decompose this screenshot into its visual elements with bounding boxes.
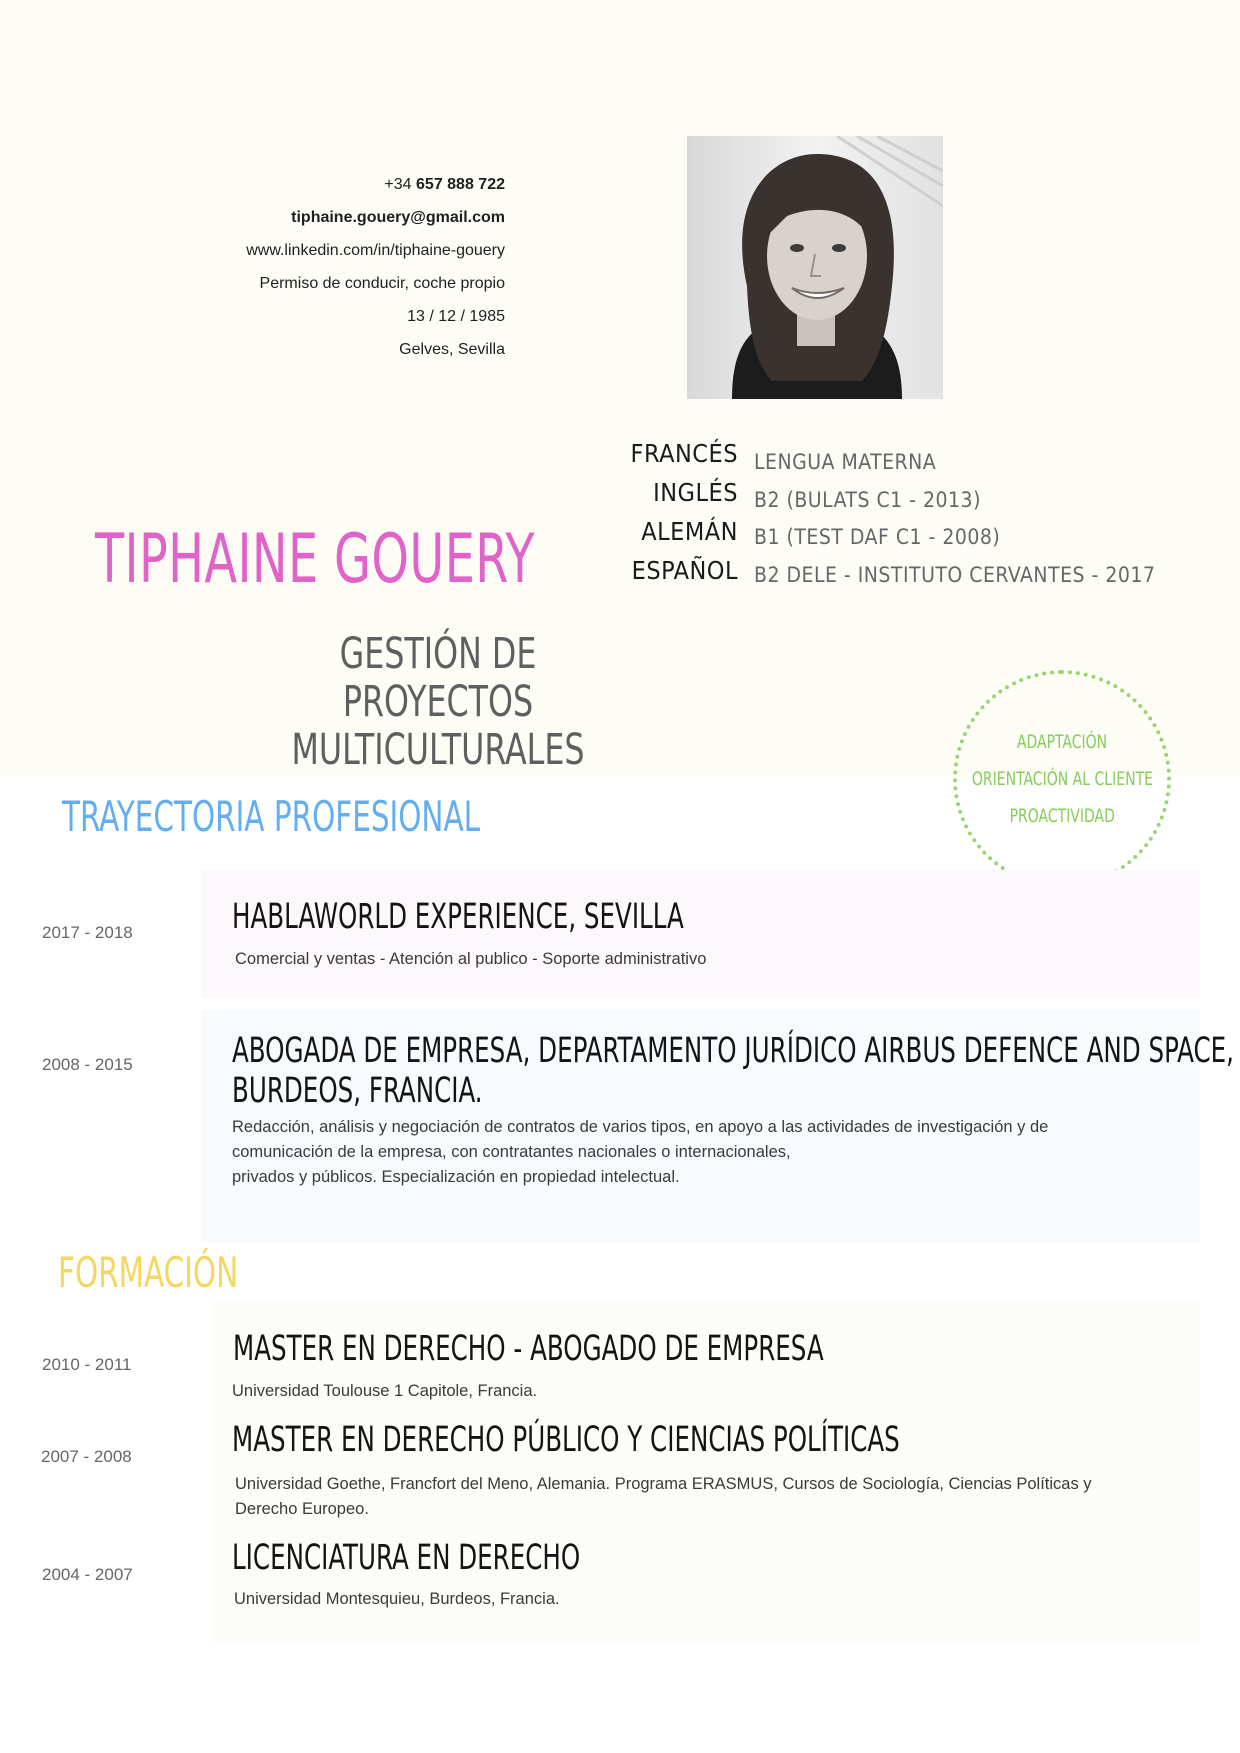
candidate-name: TIPHAINE GOUERY (95, 520, 535, 599)
experience-description: Comercial y ventas - Atención al publico - Soporte administrativo (235, 950, 707, 968)
language-level: LENGUA MATERNA (754, 450, 937, 474)
education-title: LICENCIATURA EN DERECHO (232, 1538, 581, 1578)
language-levels (754, 444, 1174, 594)
subtitle-line: GESTIÓN DE PROYECTOS (339, 629, 537, 727)
phone (120, 168, 505, 201)
language-level: B2 DELE - INSTITUTO CERVANTES - 2017 (754, 562, 1156, 587)
description-line: Universidad Goethe, Francfort del Meno, Alemania. Programa ERASMUS, Cursos de Sociología, Ciencias Políticas y (235, 1475, 1092, 1493)
experience-title: BURDEOS, FRANCIA. (232, 1071, 483, 1111)
language-name: FRANCÉS (630, 439, 738, 468)
experience-title: ABOGADA DE EMPRESA, DEPARTAMENTO JURÍDICO AIRBUS DEFENCE AND SPACE, (232, 1031, 1234, 1071)
education-dates: 2007 - 2008 (41, 1447, 132, 1466)
phone-number: 657 888 722 (416, 176, 505, 193)
description-line: Derecho Europeo. (235, 1500, 369, 1518)
education-title: MASTER EN DERECHO - ABOGADO DE EMPRESA (233, 1329, 824, 1369)
experience-dates: 2017 - 2018 (42, 923, 133, 942)
language-name: INGLÉS (653, 478, 738, 507)
birthdate: 13 / 12 / 1985 (407, 308, 505, 325)
skill-item: ADAPTACIÓN (1016, 730, 1108, 753)
skill-item: PROACTIVIDAD (1009, 804, 1115, 827)
skill-item: ORIENTACIÓN AL CLIENTE (971, 767, 1153, 790)
contact-info (120, 168, 505, 366)
header-background (0, 0, 1240, 775)
subtitle-line: MULTICULTURALES (291, 725, 585, 775)
driving-licence: Permiso de conducir, coche propio (259, 275, 505, 292)
experience-heading: TRAYECTORIA PROFESIONAL (62, 792, 481, 841)
language-name: ESPAÑOL (631, 556, 738, 585)
description-line: Redacción, análisis y negociación de contratos de varios tipos, en apoyo a las actividades de investigación y de (232, 1118, 1049, 1136)
education-title: MASTER EN DERECHO PÚBLICO Y CIENCIAS POLÍTICAS (232, 1420, 900, 1460)
education-description: Universidad Toulouse 1 Capitole, Francia. (232, 1382, 538, 1400)
experience-dates: 2008 - 2015 (42, 1055, 133, 1074)
language-name: ALEMÁN (641, 517, 738, 546)
professional-subtitle (266, 630, 610, 774)
profile-photo (687, 136, 943, 399)
education-description (235, 1472, 1175, 1522)
email[interactable]: tiphaine.gouery@gmail.com (291, 209, 505, 226)
education-dates: 2010 - 2011 (42, 1355, 132, 1374)
description-line: privados y públicos. Especialización en propiedad intelectual. (232, 1168, 680, 1186)
description-line: comunicación de la empresa, con contratantes nacionales o internacionales, (232, 1143, 791, 1161)
experience-title: HABLAWORLD EXPERIENCE, SEVILLA (232, 897, 684, 937)
experience-description (232, 1115, 1172, 1190)
education-dates: 2004 - 2007 (42, 1565, 133, 1584)
location: Gelves, Sevilla (399, 341, 505, 358)
linkedin-link[interactable]: www.linkedin.com/in/tiphaine-gouery (246, 242, 505, 259)
phone-prefix: +34 (384, 176, 412, 193)
language-names (620, 434, 738, 590)
education-description: Universidad Montesquieu, Burdeos, Francia. (234, 1590, 560, 1608)
language-level: B2 (BULATS C1 - 2013) (754, 487, 981, 512)
language-level: B1 (TEST DAF C1 - 2008) (754, 525, 1001, 549)
skills-circle (953, 670, 1171, 888)
education-heading: FORMACIÓN (58, 1248, 239, 1297)
